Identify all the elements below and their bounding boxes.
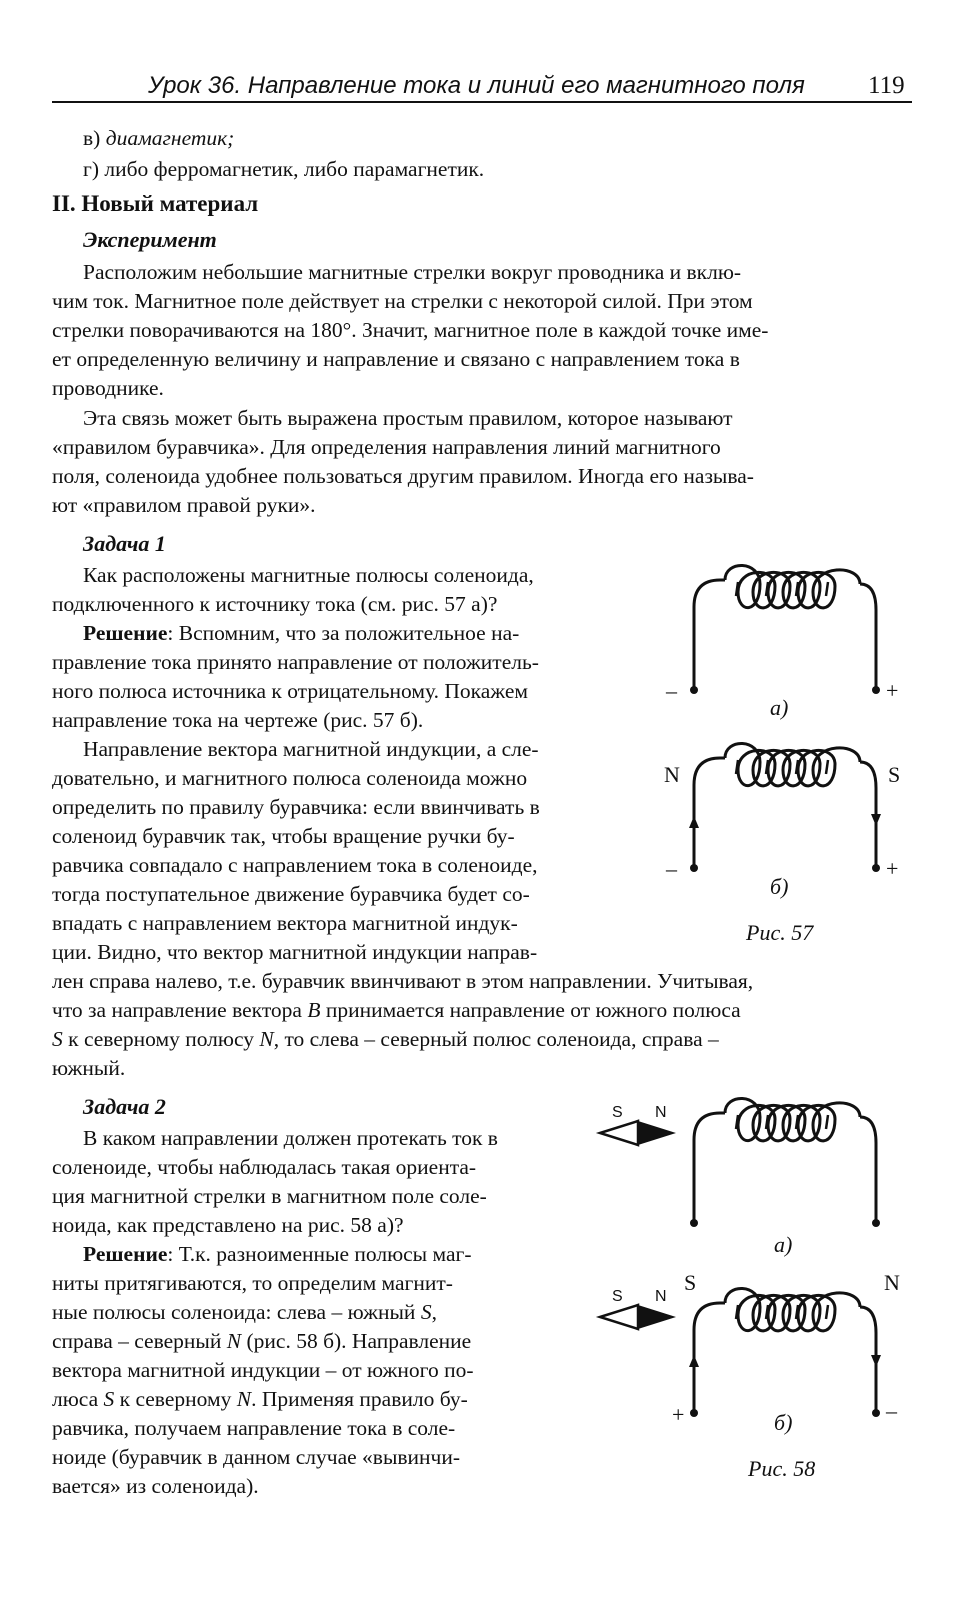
compass-needle-58b [596, 1302, 680, 1332]
pole-symbol: S [52, 1027, 63, 1051]
text-span: к северному полюсу [62, 1027, 260, 1051]
paragraph-line: Эта связь может быть выражена простым правилом, которое называют [83, 406, 733, 430]
text-span: люса [52, 1387, 104, 1411]
solution-line [83, 1240, 471, 1268]
pole-symbol: N [226, 1329, 242, 1353]
paragraph-line [52, 996, 741, 1024]
text-span: принимается направление от южного полюса [320, 998, 741, 1022]
paragraph-line: ного полюса источника к отрицательному. Покажем [52, 679, 528, 703]
pole-symbol: N [259, 1027, 274, 1051]
minus-terminal-label: – [666, 678, 677, 703]
paragraph-line: ноиде (буравчик в данном случае «вывинчи- [52, 1445, 461, 1469]
figure-caption-57: Рис. 57 [746, 920, 814, 945]
north-pole-label: N [884, 1270, 900, 1295]
solenoid-diagram-57b [680, 740, 900, 880]
option-letter: в) [83, 126, 106, 150]
paragraph-line [52, 1385, 468, 1413]
plus-terminal-label: + [886, 678, 899, 703]
paragraph-line: ниты притягиваются, то определим магнит- [52, 1271, 453, 1295]
solution-label: Решение [83, 621, 168, 645]
north-pole-label: N [664, 762, 680, 787]
pole-symbol: S [103, 1387, 115, 1411]
needle-south-label: S [612, 1288, 623, 1305]
plus-terminal-label: + [886, 856, 899, 881]
text-span: ные полюсы соленоида: слева – южный [52, 1300, 421, 1324]
plus-terminal-label: + [672, 1402, 685, 1427]
figure-sublabel: а) [770, 695, 789, 720]
paragraph-line: правление тока принято направление от положитель- [52, 650, 539, 674]
task2-heading: Задача 2 [83, 1094, 166, 1119]
figure-sublabel: а) [774, 1232, 793, 1257]
paragraph-line: «правилом буравчика». Для определения направления линий магнитного [52, 435, 721, 459]
minus-terminal-label: – [666, 856, 677, 881]
paragraph-line [52, 1025, 719, 1053]
paragraph-line: подключенного к источнику тока (см. рис. 57 а)? [52, 592, 498, 616]
paragraph-line: лен справа налево, т.е. буравчик ввинчивают в этом направлении. Учитывая, [52, 969, 754, 993]
solution-text: : Вспомним, что за положительное на- [167, 621, 520, 645]
minus-terminal-label: – [886, 1398, 897, 1423]
paragraph-line: южный. [52, 1056, 126, 1080]
pole-symbol: S [420, 1300, 432, 1324]
figure-sublabel: б) [770, 874, 789, 899]
paragraph-line: Направление вектора магнитной индукции, а сле- [83, 737, 539, 761]
page-number: 119 [868, 72, 905, 99]
task1-heading: Задача 1 [83, 531, 166, 556]
page-header-title: Урок 36. Направление тока и линий его магнитного поля [148, 72, 805, 99]
figure-caption-58: Рис. 58 [748, 1456, 816, 1481]
solenoid-diagram-57a [680, 562, 900, 702]
paragraph-line: стрелки поворачиваются на 180°. Значит, магнитное поле в каждой точке име- [52, 318, 769, 342]
paragraph-line: вектора магнитной индукции – от южного по- [52, 1358, 474, 1382]
compass-needle-58a [596, 1118, 680, 1148]
experiment-heading: Эксперимент [83, 227, 217, 252]
paragraph-line: Как расположены магнитные полюсы соленоида, [83, 563, 534, 587]
solenoid-diagram-58b [680, 1285, 900, 1425]
text-span: к северному [114, 1387, 237, 1411]
needle-north-label: N [655, 1104, 667, 1121]
paragraph-line: ция магнитной стрелки в магнитном поле соле- [52, 1184, 487, 1208]
vector-symbol: B [307, 998, 321, 1022]
paragraph-line: чим ток. Магнитное поле действует на стрелки с некоторой силой. При этом [52, 289, 753, 313]
paragraph-line: впадать с направлением вектора магнитной индук- [52, 911, 518, 935]
needle-south-label: S [612, 1104, 623, 1121]
solution-line [83, 619, 519, 647]
figure-sublabel: б) [774, 1410, 793, 1435]
answer-option-g: г) либо ферромагнетик, либо парамагнетик. [83, 157, 485, 181]
paragraph-line: поля, соленоида удобнее пользоваться другим правилом. Иногда его называ- [52, 464, 754, 488]
paragraph-line [52, 1298, 437, 1326]
paragraph-line: ции. Видно, что вектор магнитной индукции направ- [52, 940, 538, 964]
paragraph-line [52, 1327, 471, 1355]
option-text: диамагнетик; [105, 126, 235, 150]
paragraph-line: проводнике. [52, 376, 164, 400]
paragraph-line: Расположим небольшие магнитные стрелки вокруг проводника и вклю- [83, 260, 742, 284]
paragraph-line: определить по правилу буравчика: если ввинчивать в [52, 795, 540, 819]
paragraph-line: равчика совпадало с направлением тока в соленоиде, [52, 853, 538, 877]
paragraph-line: тогда поступательное движение буравчика будет со- [52, 882, 530, 906]
pole-symbol: N [236, 1387, 252, 1411]
answer-option-v [83, 124, 234, 152]
needle-north-label: N [655, 1288, 667, 1305]
paragraph-line: ноида, как представлено на рис. 58 а)? [52, 1213, 404, 1237]
section-heading: II. Новый материал [52, 191, 259, 216]
text-span: . Применяя правило бу- [251, 1387, 468, 1411]
text-span: справа – северный [52, 1329, 227, 1353]
south-pole-label: S [888, 762, 901, 787]
paragraph-line: равчика, получаем направление тока в соле- [52, 1416, 456, 1440]
text-span: , [431, 1300, 437, 1324]
south-pole-label: S [684, 1270, 697, 1295]
solution-label: Решение [83, 1242, 168, 1266]
paragraph-line: довательно, и магнитного полюса соленоида можно [52, 766, 528, 790]
paragraph-line: ет определенную величину и направление и связано с направлением тока в [52, 347, 740, 371]
paragraph-line: соленоиде, чтобы наблюдалась такая ориента- [52, 1155, 477, 1179]
paragraph-line: соленоид буравчик так, чтобы вращение ручки бу- [52, 824, 515, 848]
text-span: что за направление вектора [52, 998, 308, 1022]
paragraph-line: ют «правилом правой руки». [52, 493, 316, 517]
header-rule [52, 101, 912, 103]
paragraph-line: направление тока на чертеже (рис. 57 б). [52, 708, 424, 732]
text-span: (рис. 58 б). Направление [241, 1329, 472, 1353]
paragraph-line: вается» из соленоида). [52, 1474, 259, 1498]
paragraph-line: В каком направлении должен протекать ток в [83, 1126, 498, 1150]
solenoid-diagram-58a [680, 1095, 900, 1235]
text-span: , то слева – северный полюс соленоида, справа – [273, 1027, 719, 1051]
solution-text: : Т.к. разноименные полюсы маг- [167, 1242, 472, 1266]
